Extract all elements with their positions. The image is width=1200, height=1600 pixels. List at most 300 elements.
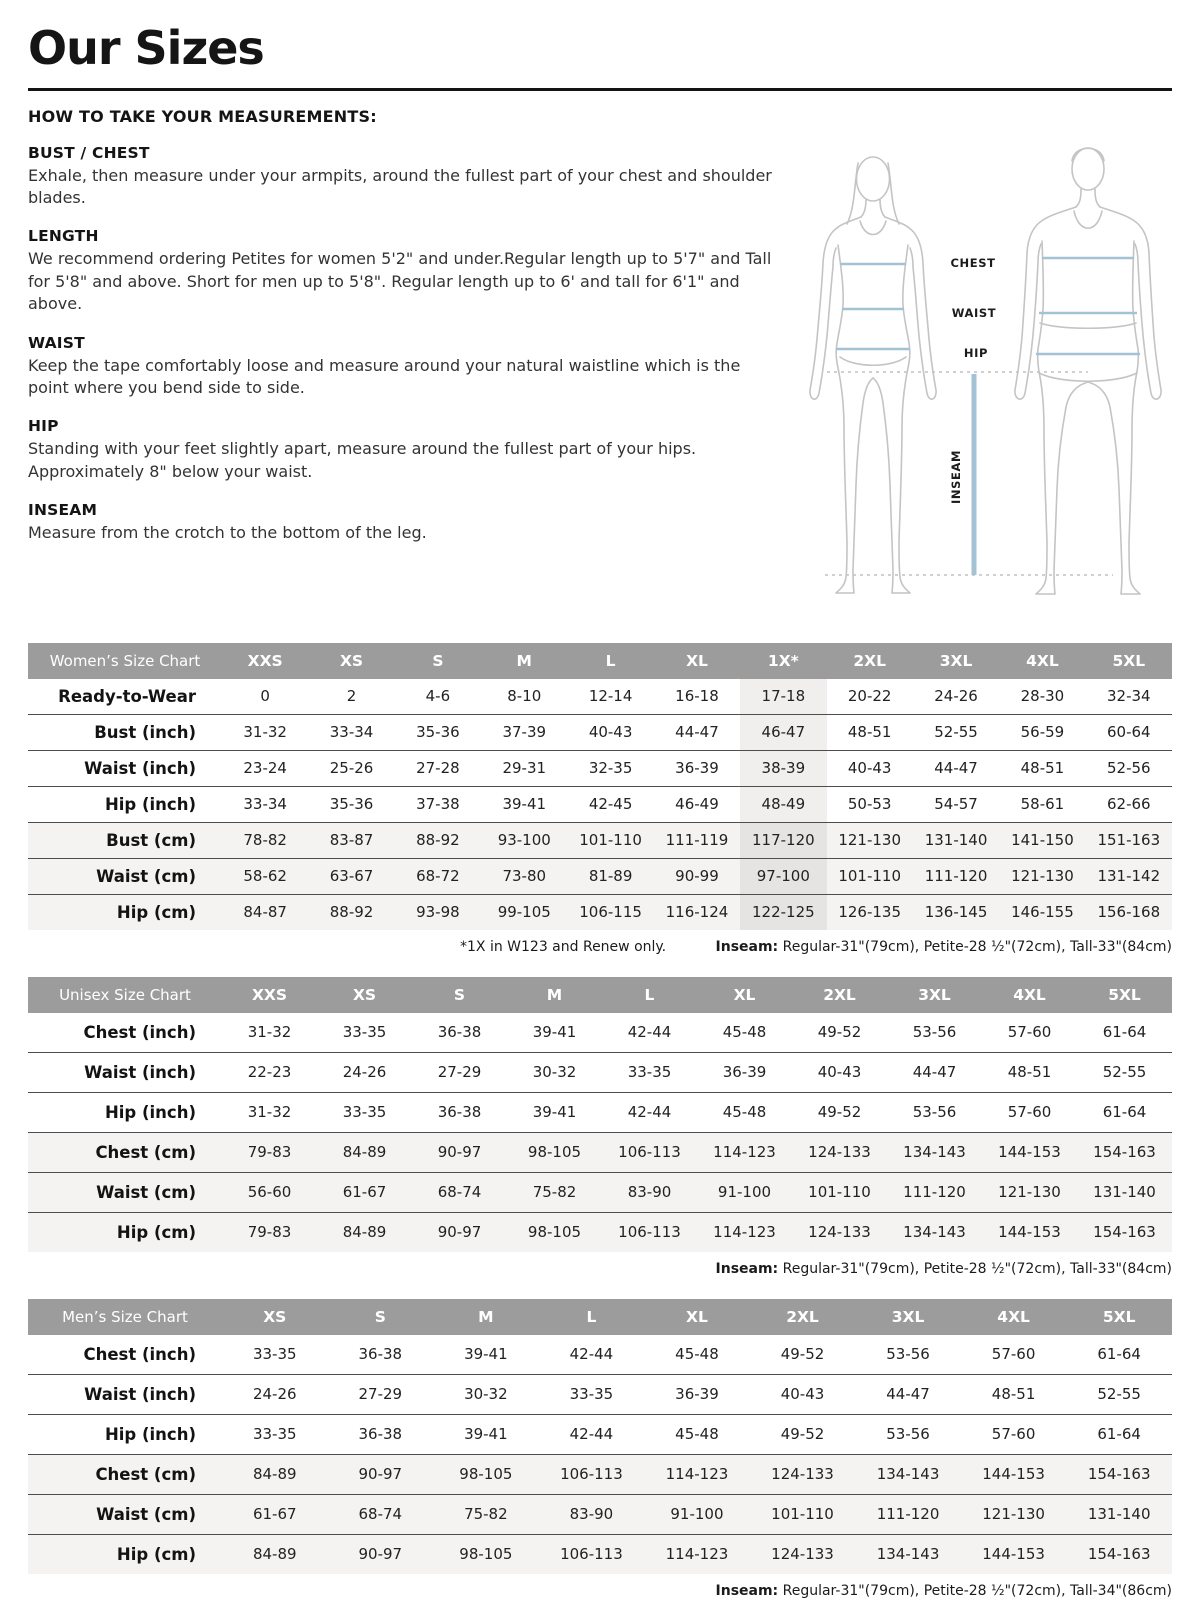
size-cell: 37-38	[416, 795, 460, 814]
size-cell: 0	[260, 687, 270, 706]
row-label: Waist (inch)	[84, 1062, 196, 1082]
men-table-title: Men’s Size Chart	[28, 1299, 222, 1335]
size-cell: 88-92	[329, 903, 374, 922]
column-header: S	[412, 977, 507, 1013]
table-row	[28, 714, 1172, 750]
size-cell: 24-26	[252, 1385, 297, 1404]
column-header: M	[481, 643, 567, 679]
row-label: Bust (inch)	[94, 722, 196, 742]
size-cell: 46-47	[740, 714, 826, 750]
size-cell: 31-32	[247, 1103, 292, 1122]
size-cell: 98-105	[459, 1465, 513, 1484]
size-cell: 101-110	[838, 867, 902, 886]
table-row	[28, 1132, 1172, 1172]
unisex-size-chart-table	[28, 977, 1172, 1252]
row-label: Ready-to-Wear	[58, 686, 196, 706]
column-header: XL	[644, 1299, 750, 1335]
size-cell: 99-105	[497, 903, 551, 922]
size-cell: 151-163	[1097, 831, 1161, 850]
size-cell: 49-52	[780, 1345, 825, 1364]
size-cell: 61-67	[342, 1183, 387, 1202]
size-cell: 83-90	[569, 1505, 614, 1524]
size-cell: 124-133	[808, 1143, 871, 1162]
size-cell: 124-133	[771, 1465, 834, 1484]
section-bust-chest	[28, 144, 776, 210]
size-cell: 131-140	[1087, 1505, 1151, 1524]
table-row	[28, 1335, 1172, 1375]
column-header: 4XL	[999, 643, 1085, 679]
size-cell: 27-29	[437, 1063, 482, 1082]
size-cell: 131-140	[924, 831, 988, 850]
row-label: Hip (cm)	[116, 902, 196, 922]
size-cell: 78-82	[243, 831, 287, 850]
header-row	[28, 643, 1172, 679]
size-cell: 97-100	[740, 858, 826, 894]
mens-table-footnote	[28, 1583, 1172, 1599]
size-cell: 63-67	[329, 867, 374, 886]
header-row	[28, 977, 1172, 1013]
size-cell: 88-92	[416, 831, 460, 850]
size-cell: 36-38	[358, 1425, 403, 1444]
size-cell: 39-41	[532, 1103, 577, 1122]
size-cell: 49-52	[817, 1023, 862, 1042]
size-cell: 32-35	[588, 759, 633, 778]
size-cell: 61-64	[1097, 1345, 1141, 1364]
divider	[28, 88, 1172, 91]
row-label: Hip (cm)	[116, 1222, 196, 1242]
size-cell: 106-113	[618, 1143, 681, 1162]
size-cell: 38-39	[740, 750, 826, 786]
size-cell: 101-110	[808, 1183, 871, 1202]
size-cell: 106-113	[560, 1465, 623, 1484]
size-cell: 134-143	[903, 1143, 966, 1162]
column-header: XS	[308, 643, 394, 679]
column-header: 5XL	[1086, 643, 1172, 679]
row-label: Waist (inch)	[84, 1384, 196, 1404]
size-cell: 50-53	[847, 795, 892, 814]
size-cell: 124-133	[808, 1223, 871, 1242]
size-cell: 36-38	[437, 1103, 482, 1122]
size-cell: 37-39	[502, 723, 547, 742]
column-header: XXS	[222, 643, 308, 679]
column-header: L	[539, 1299, 645, 1335]
size-cell: 53-56	[886, 1425, 930, 1444]
size-cell: 42-44	[569, 1345, 614, 1364]
size-cell: 22-23	[247, 1063, 292, 1082]
column-header: 3XL	[855, 1299, 961, 1335]
size-cell: 24-26	[342, 1063, 387, 1082]
size-cell: 111-120	[876, 1505, 940, 1524]
size-cell: 79-83	[247, 1143, 292, 1162]
size-cell: 33-35	[627, 1063, 672, 1082]
row-label: Chest (cm)	[95, 1142, 196, 1162]
size-cell: 48-51	[1007, 1063, 1052, 1082]
size-cell: 33-35	[342, 1023, 387, 1042]
mens-size-chart-table	[28, 1299, 1172, 1574]
size-cell: 58-62	[243, 867, 287, 886]
size-cell: 49-52	[780, 1425, 825, 1444]
column-header: M	[507, 977, 602, 1013]
size-cell: 84-89	[342, 1223, 387, 1242]
womens-table-footnote	[28, 939, 1172, 955]
section-body: Exhale, then measure under your armpits, around the fullest part of your chest and shoulder blades.	[28, 165, 772, 208]
size-cell: 40-43	[780, 1385, 825, 1404]
size-cell: 45-48	[675, 1345, 719, 1364]
column-header: 5XL	[1066, 1299, 1172, 1335]
table-row	[28, 1052, 1172, 1092]
size-cell: 121-130	[998, 1183, 1061, 1202]
size-cell: 90-97	[358, 1545, 403, 1564]
measurement-diagram	[781, 127, 1166, 597]
table-row	[28, 1414, 1172, 1454]
size-cell: 61-64	[1097, 1425, 1141, 1444]
column-header: S	[328, 1299, 434, 1335]
size-cell: 58-61	[1020, 795, 1065, 814]
size-cell: 52-55	[934, 723, 978, 742]
size-cell: 39-41	[532, 1023, 577, 1042]
size-cell: 57-60	[1007, 1023, 1052, 1042]
size-cell: 35-36	[416, 723, 460, 742]
column-header: XS	[317, 977, 412, 1013]
size-cell: 44-47	[675, 723, 719, 742]
size-cell: 36-39	[675, 759, 719, 778]
section-body: Standing with your feet slightly apart, measure around the fullest part of your hips. Approximately 8" below your waist.	[28, 439, 697, 481]
inseam-note: Inseam: Regular-31"(79cm), Petite-28 ½"(72cm), Tall-34"(86cm)	[715, 1582, 1172, 1599]
row-label: Bust (cm)	[106, 830, 196, 850]
how-to-heading: HOW TO TAKE YOUR MEASUREMENTS:	[28, 106, 377, 126]
size-cell: 90-97	[358, 1465, 403, 1484]
size-cell: 33-35	[342, 1103, 387, 1122]
size-cell: 90-97	[437, 1143, 482, 1162]
size-cell: 36-39	[675, 1385, 719, 1404]
size-cell: 156-168	[1097, 903, 1161, 922]
size-cell: 84-89	[252, 1465, 297, 1484]
size-cell: 68-72	[416, 867, 460, 886]
section-body: Keep the tape comfortably loose and measure around your natural waistline which is the point where you bend side to side.	[28, 355, 741, 398]
size-cell: 101-110	[771, 1505, 834, 1524]
column-header: L	[567, 643, 653, 679]
size-cell: 36-39	[722, 1063, 767, 1082]
size-cell: 154-163	[1087, 1545, 1151, 1564]
size-cell: 154-163	[1087, 1465, 1151, 1484]
column-header: 3XL	[887, 977, 982, 1013]
size-cell: 44-47	[934, 759, 978, 778]
size-cell: 84-89	[252, 1545, 297, 1564]
size-cell: 4-6	[425, 687, 451, 706]
size-cell: 126-135	[838, 903, 902, 922]
size-cell: 144-153	[998, 1223, 1061, 1242]
inseam-label: INSEAM	[949, 449, 963, 504]
size-cell: 42-44	[627, 1023, 672, 1042]
size-cell: 144-153	[982, 1545, 1045, 1564]
table-row	[28, 1494, 1172, 1534]
size-cell: 39-41	[464, 1425, 508, 1444]
column-header: XS	[222, 1299, 328, 1335]
size-cell: 2	[346, 687, 357, 706]
size-cell: 48-51	[1020, 759, 1065, 778]
column-header: 2XL	[750, 1299, 856, 1335]
size-cell: 52-56	[1107, 759, 1151, 778]
size-cell: 56-60	[247, 1183, 292, 1202]
inseam-note: Inseam: Regular-31"(79cm), Petite-28 ½"(72cm), Tall-33"(84cm)	[715, 1260, 1172, 1277]
size-cell: 53-56	[912, 1023, 957, 1042]
size-cell: 98-105	[527, 1143, 582, 1162]
size-cell: 75-82	[532, 1183, 577, 1202]
size-cell: 60-64	[1107, 723, 1151, 742]
size-cell: 45-48	[722, 1023, 767, 1042]
size-cell: 42-45	[588, 795, 633, 814]
table-row	[28, 679, 1172, 715]
size-cell: 28-30	[1020, 687, 1065, 706]
size-cell: 61-67	[252, 1505, 297, 1524]
size-cell: 154-163	[1093, 1143, 1156, 1162]
size-cell: 111-120	[903, 1183, 966, 1202]
size-cell: 53-56	[912, 1103, 957, 1122]
size-cell: 33-35	[252, 1425, 297, 1444]
size-cell: 90-99	[675, 867, 719, 886]
column-header: 3XL	[913, 643, 999, 679]
size-cell: 144-153	[998, 1143, 1061, 1162]
size-cell: 146-155	[1011, 903, 1074, 922]
size-cell: 122-125	[740, 894, 826, 930]
size-cell: 111-120	[924, 867, 988, 886]
size-cell: 25-26	[329, 759, 374, 778]
column-header: XL	[654, 643, 740, 679]
size-cell: 84-89	[342, 1143, 387, 1162]
section-heading: INSEAM	[28, 501, 98, 520]
size-cell: 36-38	[358, 1345, 403, 1364]
size-cell: 106-113	[560, 1545, 623, 1564]
row-label: Waist (inch)	[84, 758, 196, 778]
row-label: Chest (inch)	[83, 1344, 196, 1364]
size-cell: 68-74	[437, 1183, 482, 1202]
row-label: Hip (inch)	[104, 1102, 196, 1122]
size-cell: 30-32	[464, 1385, 508, 1404]
size-cell: 27-28	[416, 759, 460, 778]
size-cell: 106-113	[618, 1223, 681, 1242]
column-header: 1X*	[740, 643, 826, 679]
table-row	[28, 786, 1172, 822]
size-cell: 61-64	[1102, 1023, 1147, 1042]
unisex-table-footnote	[28, 1261, 1172, 1277]
size-cell: 75-82	[464, 1505, 508, 1524]
inseam-note: Inseam: Regular-31"(79cm), Petite-28 ½"(72cm), Tall-33"(84cm)	[715, 938, 1172, 955]
size-cell: 79-83	[247, 1223, 292, 1242]
chest-label: CHEST	[950, 255, 996, 270]
size-cell: 30-32	[532, 1063, 577, 1082]
table-row	[28, 822, 1172, 858]
hip-label: HIP	[963, 345, 989, 360]
size-cell: 32-34	[1107, 687, 1151, 706]
column-header: L	[602, 977, 697, 1013]
size-cell: 98-105	[459, 1545, 513, 1564]
male-figure-outline	[1015, 148, 1161, 594]
size-cell: 39-41	[502, 795, 547, 814]
unisex-table-title: Unisex Size Chart	[28, 977, 222, 1013]
size-cell: 46-49	[675, 795, 719, 814]
size-cell: 62-66	[1107, 795, 1151, 814]
size-cell: 12-14	[588, 687, 633, 706]
size-cell: 52-55	[1097, 1385, 1141, 1404]
size-cell: 48-51	[847, 723, 892, 742]
row-label: Chest (inch)	[83, 1022, 196, 1042]
row-label: Waist (cm)	[96, 1182, 196, 1202]
row-label: Hip (cm)	[116, 1544, 196, 1564]
column-header: XXS	[222, 977, 317, 1013]
size-cell: 68-74	[358, 1505, 403, 1524]
size-cell: 48-49	[740, 786, 826, 822]
measurement-guide-section	[28, 107, 1172, 631]
section-length	[28, 227, 776, 315]
size-cell: 121-130	[982, 1505, 1045, 1524]
column-header: M	[433, 1299, 539, 1335]
size-cell: 134-143	[876, 1545, 940, 1564]
row-label: Hip (inch)	[104, 1424, 196, 1444]
size-cell: 91-100	[670, 1505, 724, 1524]
section-heading: LENGTH	[28, 227, 99, 246]
row-label: Chest (cm)	[95, 1464, 196, 1484]
size-cell: 117-120	[740, 822, 826, 858]
section-heading: HIP	[28, 417, 59, 436]
size-cell: 134-143	[903, 1223, 966, 1242]
size-cell: 40-43	[588, 723, 633, 742]
column-header: 2XL	[827, 643, 913, 679]
table-row	[28, 1092, 1172, 1132]
size-cell: 29-31	[502, 759, 547, 778]
section-hip	[28, 417, 776, 483]
size-cell: 54-57	[934, 795, 978, 814]
size-cell: 141-150	[1011, 831, 1074, 850]
size-cell: 42-44	[569, 1425, 614, 1444]
female-figure-outline	[810, 157, 936, 593]
column-header: 2XL	[792, 977, 887, 1013]
size-cell: 134-143	[876, 1465, 940, 1484]
women-table-title: Women’s Size Chart	[28, 643, 222, 679]
table-row	[28, 1454, 1172, 1494]
size-cell: 111-119	[665, 831, 729, 850]
size-cell: 114-123	[713, 1223, 776, 1242]
size-cell: 116-124	[665, 903, 729, 922]
size-cell: 98-105	[527, 1223, 582, 1242]
section-body: We recommend ordering Petites for women 5'2" and under.Regular length up to 5'7" and Tall for 5'8" and above. Short for men up to 5'8". Regular length up to 6' and tall for 6'1" and above.	[28, 249, 772, 314]
size-cell: 39-41	[464, 1345, 508, 1364]
size-cell: 56-59	[1020, 723, 1065, 742]
size-cell: 33-35	[252, 1345, 297, 1364]
size-cell: 24-26	[934, 687, 978, 706]
size-cell: 52-55	[1102, 1063, 1147, 1082]
size-cell: 93-98	[416, 903, 460, 922]
size-cell: 83-90	[627, 1183, 672, 1202]
size-cell: 121-130	[838, 831, 902, 850]
size-cell: 48-51	[991, 1385, 1036, 1404]
size-cell: 73-80	[502, 867, 547, 886]
section-waist	[28, 334, 776, 400]
table-row	[28, 1374, 1172, 1414]
column-header: 5XL	[1077, 977, 1172, 1013]
size-cell: 121-130	[1011, 867, 1074, 886]
size-cell: 114-123	[665, 1465, 729, 1484]
size-cell: 90-97	[437, 1223, 482, 1242]
size-cell: 93-100	[497, 831, 551, 850]
size-cell: 44-47	[886, 1385, 930, 1404]
size-cell: 57-60	[991, 1425, 1036, 1444]
size-cell: 23-24	[243, 759, 287, 778]
row-label: Waist (cm)	[96, 1504, 196, 1524]
size-cell: 136-145	[924, 903, 988, 922]
waist-label: WAIST	[951, 305, 997, 320]
size-cell: 154-163	[1093, 1223, 1156, 1242]
table-row	[28, 750, 1172, 786]
table-row	[28, 1172, 1172, 1212]
size-cell: 57-60	[991, 1345, 1036, 1364]
asterisk-note: *1X in W123 and Renew only.	[460, 938, 667, 955]
table-row	[28, 1013, 1172, 1053]
size-cell: 40-43	[847, 759, 892, 778]
column-header: 4XL	[982, 977, 1077, 1013]
size-cell: 83-87	[329, 831, 374, 850]
size-cell: 57-60	[1007, 1103, 1052, 1122]
size-cell: 31-32	[247, 1023, 292, 1042]
size-cell: 33-34	[243, 795, 287, 814]
size-cell: 31-32	[243, 723, 287, 742]
size-cell: 131-140	[1093, 1183, 1156, 1202]
size-cell: 101-110	[579, 831, 642, 850]
size-cell: 17-18	[740, 679, 826, 715]
size-cell: 49-52	[817, 1103, 862, 1122]
size-cell: 16-18	[675, 687, 719, 706]
section-heading: WAIST	[28, 333, 85, 352]
table-row	[28, 858, 1172, 894]
size-cell: 42-44	[627, 1103, 672, 1122]
size-cell: 8-10	[507, 687, 542, 706]
size-cell: 131-142	[1097, 867, 1161, 886]
size-cell: 44-47	[912, 1063, 957, 1082]
column-header: 4XL	[961, 1299, 1067, 1335]
size-cell: 40-43	[817, 1063, 862, 1082]
size-cell: 33-34	[329, 723, 374, 742]
size-cell: 45-48	[675, 1425, 719, 1444]
page-title: Our Sizes	[28, 21, 264, 75]
womens-size-chart-table	[28, 643, 1172, 930]
size-cell: 81-89	[588, 867, 633, 886]
size-cell: 36-38	[437, 1023, 482, 1042]
size-cell: 45-48	[722, 1103, 767, 1122]
row-label: Waist (cm)	[96, 866, 196, 886]
size-cell: 33-35	[569, 1385, 614, 1404]
table-row	[28, 894, 1172, 930]
size-cell: 114-123	[713, 1143, 776, 1162]
table-row	[28, 1212, 1172, 1252]
section-inseam	[28, 501, 776, 544]
size-cell: 91-100	[717, 1183, 772, 1202]
size-cell: 35-36	[329, 795, 374, 814]
size-cell: 84-87	[243, 903, 287, 922]
size-cell: 124-133	[771, 1545, 834, 1564]
size-cell: 144-153	[982, 1465, 1045, 1484]
size-cell: 20-22	[847, 687, 892, 706]
size-cell: 106-115	[579, 903, 642, 922]
section-heading: BUST / CHEST	[28, 143, 150, 162]
size-cell: 27-29	[358, 1385, 403, 1404]
header-row	[28, 1299, 1172, 1335]
row-label: Hip (inch)	[104, 794, 196, 814]
section-body: Measure from the crotch to the bottom of the leg.	[28, 523, 427, 543]
column-header: S	[395, 643, 481, 679]
size-cell: 114-123	[665, 1545, 729, 1564]
column-header: XL	[697, 977, 792, 1013]
size-cell: 61-64	[1102, 1103, 1147, 1122]
size-cell: 53-56	[886, 1345, 930, 1364]
